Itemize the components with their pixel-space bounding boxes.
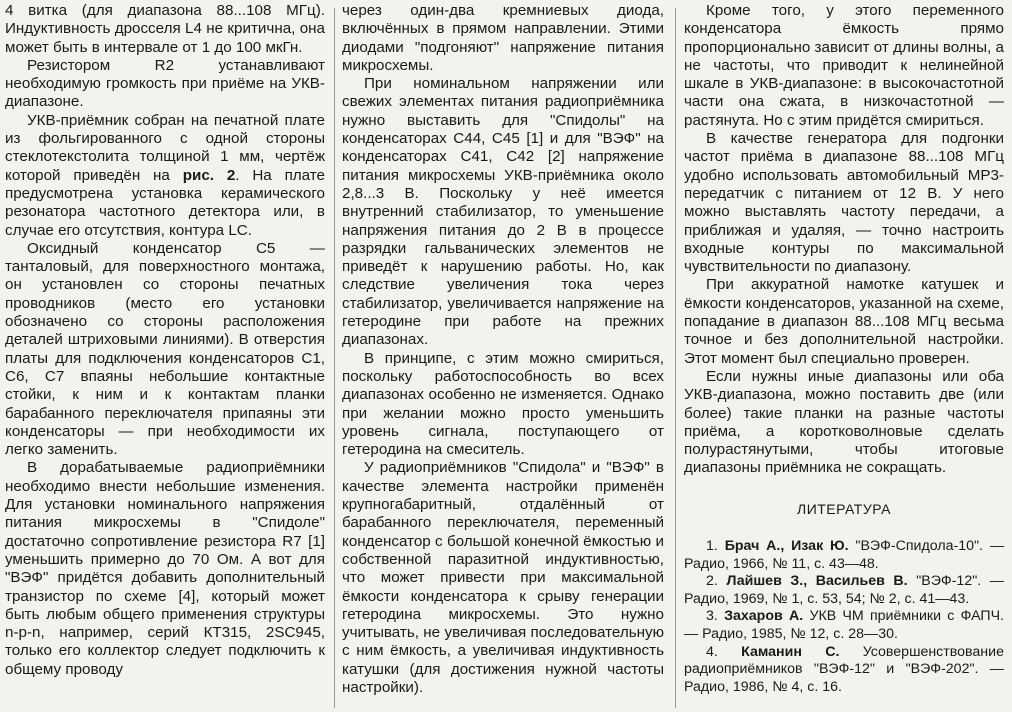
- ref-text: Усовершенствование радиоприёмников "ВЭФ-12" и "ВЭФ-202". — Радио, 1986, № 4, с. 16.: [684, 643, 1004, 695]
- paragraph: Оксидный конденсатор C5 — танталовый, для поверхностного монтажа, он установлен со стороны печатных проводников (место его установки обозначено со стороны расположения деталей штриховыми линиями). В отверстия платы для подключения конденсаторов C1, C6, C7 впаяны небольшие контактные стойки, к ним и к контактам планки барабанного переключателя припаяны эти конденсаторы — при необходимости их легко заменить.: [5, 239, 325, 459]
- paragraph: При номинальном напряжении или свежих элементах питания радиоприёмника нужно выставить для "Спидолы" на конденсаторах C44, C45 [1] и для "ВЭФ" на конденсаторах C41, C42 [2] напряжение питания микросхемы УКВ-приёмника около 2,8...3 В. Поскольку у неё имеется внутренний стабилизатор, то уменьшение напряжения питания до 2 В в процессе разрядки гальванических элементов не приведёт к нарушению работы. Но, как следствие увеличения тока через стабилизатор, увеличивается напряжение на гетеродине при работе на прежних диапазонах.: [342, 75, 664, 349]
- text-column-1: [5, 2, 325, 679]
- ref-text: "ВЭФ-Спидола-10". — Радио, 1966, № 11, с. 43—48.: [684, 538, 1005, 572]
- paragraph-text: . На плате предусмотрена установка керамического резонатора частотного детектора или, в случае его отсутствия, контура LC.: [5, 166, 325, 239]
- text-column-3: [684, 2, 1004, 696]
- literature-item: [684, 644, 1004, 697]
- column-separator: [675, 8, 676, 708]
- ref-authors: Лайшев З., Васильев В.: [726, 573, 908, 590]
- paragraph: [5, 112, 325, 240]
- ref-number: 2.: [706, 573, 718, 590]
- ref-number: 1.: [706, 538, 718, 555]
- ref-authors: Брач А., Изак Ю.: [724, 538, 849, 555]
- paragraph-text: УКВ-приёмник собран на печатной плате из фольгированного с одной стороны стеклотекстолита толщиной 1 мм, чертёж которой приведён на: [5, 111, 325, 184]
- paragraph: В принципе, с этим можно смириться, поскольку работоспособность во всех диапазонах особенно не изменяется. Однако при желании можно просто уменьшить уровень сигнала, поступающего от гетеродина на смеситель.: [342, 349, 664, 459]
- figure-reference: рис. 2: [182, 166, 236, 184]
- ref-text: "ВЭФ-12". — Радио, 1969, № 1, с. 53, 54; № 2, с. 41—43.: [684, 573, 1004, 607]
- paragraph: Если нужны иные диапазоны или оба УКВ-диапазона, можно поставить две (или более) такие планки на разные частоты приёма, а коротковолновые сделать полурастянутыми, чтобы итоговые диапазоны приёмника не сокращать.: [684, 367, 1004, 477]
- literature-list: [684, 538, 1004, 696]
- paragraph: через один-два кремниевых диода, включённых в прямом направлении. Этими диодами "подгоняют" напряжение питания микросхемы.: [342, 2, 664, 74]
- paragraph: При аккуратной намотке катушек и ёмкости конденсаторов, указанной на схеме, попадание в диапазон 88...108 МГц весьма точное и без дополнительной настройки. Этот момент был специально проверен.: [684, 276, 1004, 367]
- paragraph: Резистором R2 устанавливают необходимую громкость при приёме на УКВ-диапазоне.: [5, 56, 325, 111]
- column-separator: [334, 8, 335, 708]
- literature-heading: ЛИТЕРАТУРА: [797, 500, 891, 517]
- paragraph: В качестве генератора для подгонки частот приёма в диапазоне 88...108 МГц удобно использовать автомобильный MP3-передатчик с питанием от 12 В. У него можно выставлять частоту передачи, а приближая и удаляя, — точно настроить входные контуры по максимальной чувствительности по диапазону.: [684, 130, 1004, 276]
- literature-item: [684, 538, 1004, 573]
- ref-authors: Захаров А.: [724, 608, 804, 625]
- paragraph: У радиоприёмников "Спидола" и "ВЭФ" в качестве элемента настройки применён крупногабаритный, отдалённый от барабанного переключателя, переменный конденсатор с большой конечной ёмкостью и собственной паразитной индуктивностью, что может привести при максимальной ёмкости конденсатора к срыву генерации гетеродина микросхемы. Это нужно учитывать, не увеличивая последовательную с ним ёмкость, а увеличивая индуктивность катушки (для достижения нужной частоты настройки).: [342, 459, 664, 696]
- literature-item: [684, 608, 1004, 643]
- ref-number: 3.: [706, 608, 718, 625]
- text-column-2: [342, 2, 664, 697]
- paragraph: Кроме того, у этого переменного конденсатора ёмкость прямо пропорционально зависит от длины волны, а не частоты, что приводит к нелинейной шкале в УКВ-диапазоне: в высокочастотной части она сжата, в низкочастотной — растянута. Но с этим придётся смириться.: [684, 2, 1004, 129]
- paragraph: В дорабатываемые радиоприёмники необходимо внести небольшие изменения. Для установки номинального напряжения питания микросхемы в "Спидоле" достаточно сопротивление резистора R7 [1] уменьшить примерно до 70 Ом. А вот для "ВЭФ" придётся добавить дополнительный транзистор по схеме [4], который может быть любым общего применения структуры n-p-n, например, серий КТ315, 2SC945, только его коллектор следует подключить к общему проводу: [5, 459, 325, 678]
- literature-item: [684, 573, 1004, 608]
- ref-authors: Каманин С.: [741, 643, 840, 660]
- ref-text: УКВ ЧМ приёмники с ФАПЧ. — Радио, 1985, № 12, с. 28—30.: [684, 608, 1004, 642]
- paragraph: 4 витка (для диапазона 88...108 МГц). Индуктивность дросселя L4 не критична, она может быть в интервале от 1 до 100 мкГн.: [5, 2, 325, 56]
- ref-number: 4.: [706, 643, 718, 660]
